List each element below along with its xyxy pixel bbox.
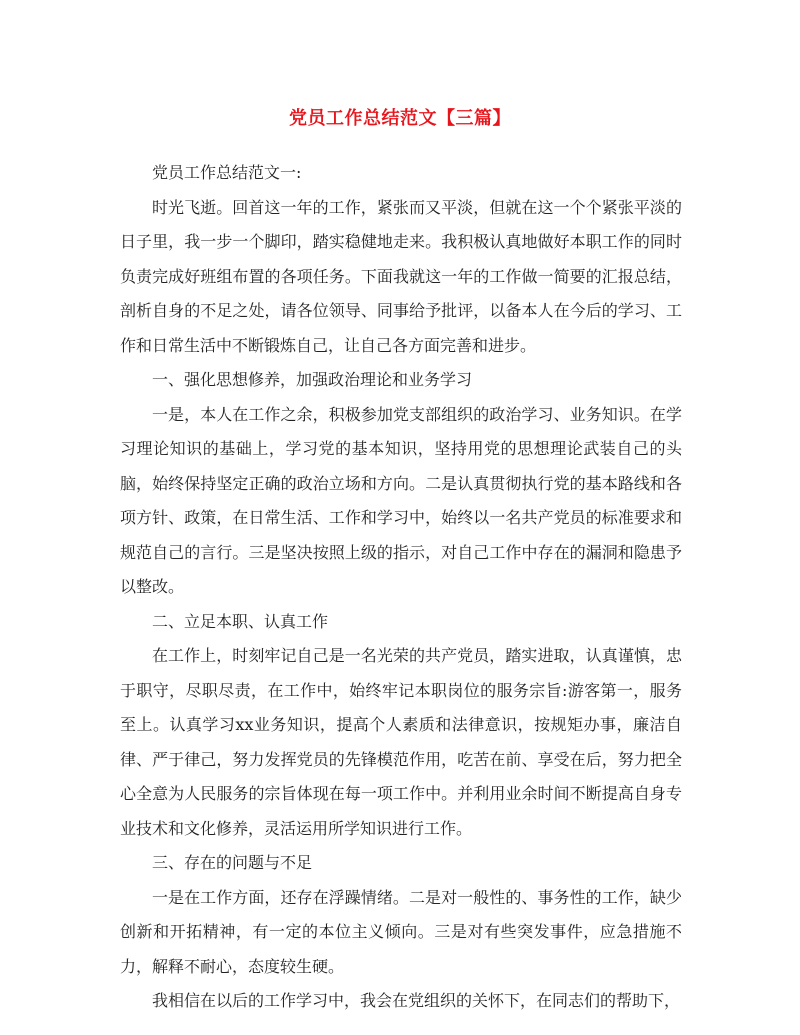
paragraph: 一是在工作方面，还存在浮躁情绪。二是对一般性的、事务性的工作，缺少创新和开拓精神，有一定的本位主义倾向。三是对有些突发事件，应急措施不力，解释不耐心，态度较生硬。 (120, 887, 682, 976)
document-title: 党员工作总结范文【三篇】 (289, 108, 511, 129)
paragraph: 我相信在以后的工作学习中，我会在党组织的关怀下，在同志们的帮助下， (152, 991, 681, 1010)
paragraph-heading-1: 党员工作总结范文一: (152, 163, 302, 182)
paragraph: 在工作上，时刻牢记自己是一名光荣的共产党员，踏实进取，认真谨慎，忠于职守，尽职尽责，在工作中，始终牢记本职岗位的服务宗旨:游客第一，服务至上。认真学习xx业务知识，提高个人素质和法律意识，按规矩办事，廉洁自律、严于律己，努力发挥党员的先锋模范作用，吃苦在前、享受在后，努力把全心全意为人民服务的宗旨体现在每一项工作中。并利用业余时间不断提高自身专业技术和文化修养，灵活运用所学知识进行工作。 (120, 646, 682, 838)
section-heading-3: 三、存在的问题与不足 (152, 853, 313, 872)
section-heading-1: 一、强化思想修养，加强政治理论和业务学习 (152, 370, 473, 389)
document-body (120, 156, 682, 1019)
paragraph: 一是，本人在工作之余，积极参加党支部组织的政治学习、业务知识。在学习理论知识的基础上，学习党的基本知识，坚持用党的思想理论武装自己的头脑，始终保持坚定正确的政治立场和方向。二是认真贯彻执行党的基本路线和各项方针、政策，在日常生活、工作和学习中，始终以一名共产党员的标准要求和规范自己的言行。三是坚决按照上级的指示，对自己工作中存在的漏洞和隐患予以整改。 (120, 404, 682, 596)
paragraph: 时光飞逝。回首这一年的工作，紧张而又平淡，但就在这一个个紧张平淡的日子里，我一步一个脚印，踏实稳健地走来。我积极认真地做好本职工作的同时负责完成好班组布置的各项任务。下面我就这一年的工作做一简要的汇报总结，剖析自身的不足之处，请各位领导、同事给予批评，以备本人在今后的学习、工作和日常生活中不断锻炼自己，让自己各方面完善和进步。 (120, 197, 682, 355)
section-heading-2: 二、立足本职、认真工作 (152, 611, 329, 631)
